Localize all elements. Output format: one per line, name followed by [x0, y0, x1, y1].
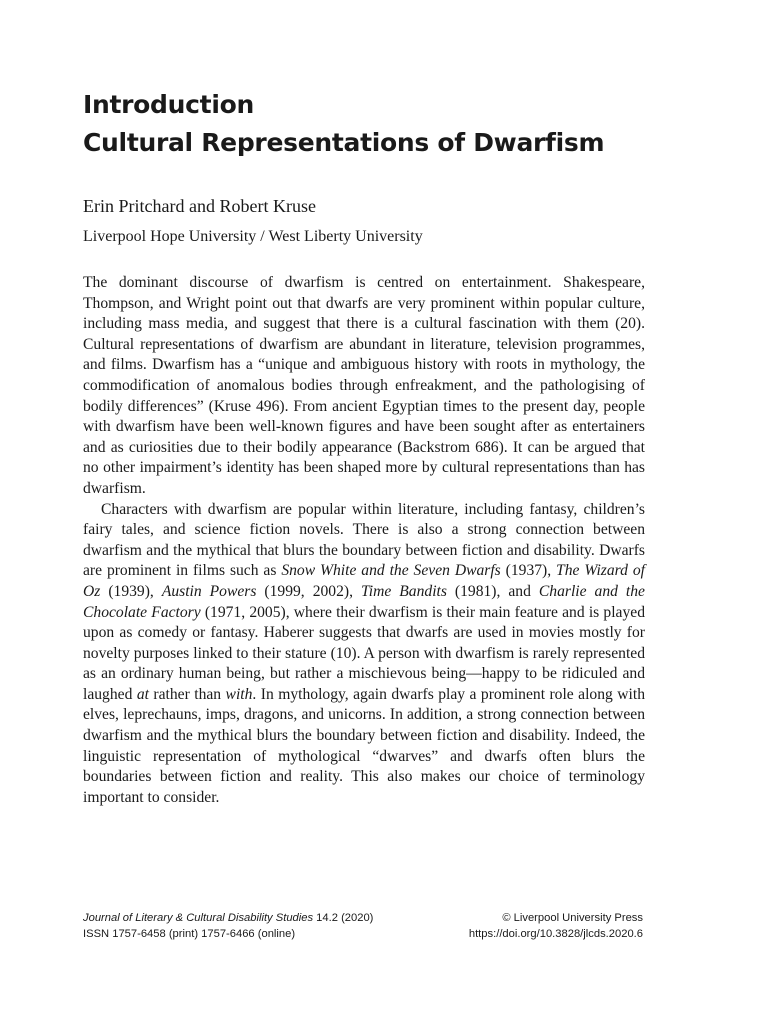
- film-title: Austin Powers: [161, 582, 257, 600]
- title-line-main: Cultural Representations of Dwarfism: [83, 128, 605, 157]
- film-title: Time Bandits: [360, 582, 447, 600]
- film-title: The Wizard of Oz: [83, 562, 645, 600]
- journal-volume: 14.2 (2020): [313, 912, 374, 924]
- page-footer: [83, 910, 643, 942]
- footer-row-1: [83, 910, 643, 926]
- journal-name: Journal of Literary & Cultural Disability Studies: [83, 912, 314, 924]
- emphasis: with: [225, 685, 253, 703]
- article-title: [83, 86, 645, 162]
- text-run: (1939),: [100, 582, 162, 600]
- author-names: Erin Pritchard and Robert Kruse: [83, 196, 316, 216]
- emphasis: at: [136, 685, 149, 703]
- text-run: . In mythology, again dwarfs play a prominent role along with elves, leprechauns, imps, dragons, and unicorns. In addition, a strong connection between dwarfism and the mythical blurs the boundary between fiction and disability. Indeed, the linguistic representation of mythological “dwarves” and dwarfs often blurs the boundaries between fiction and reality. This also makes our choice of terminology important to consider.: [83, 685, 646, 806]
- issn-line: ISSN 1757-6458 (print) 1757-6466 (online): [83, 928, 296, 940]
- film-title: Snow White and the Seven Dwarfs: [281, 562, 501, 580]
- author-affiliation: Liverpool Hope University / West Liberty University: [83, 228, 423, 245]
- text-run: rather than: [148, 685, 226, 703]
- copyright-notice: © Liverpool University Press: [502, 912, 643, 924]
- doi-link[interactable]: https://doi.org/10.3828/jlcds.2020.6: [468, 928, 643, 940]
- article-page: [83, 86, 645, 808]
- article-body: [83, 273, 645, 808]
- text-run: (1999, 2002),: [256, 582, 361, 600]
- journal-citation: [83, 910, 373, 926]
- body-paragraph-2: [83, 500, 645, 809]
- film-title: Charlie and the Chocolate Factory: [83, 582, 645, 621]
- text-run: (1937),: [500, 562, 557, 580]
- title-line-introduction: Introduction: [83, 90, 254, 119]
- text-run: Characters with dwarfism are popular within literature, including fantasy, children’s fairy tales, and science fiction novels. There is also a strong connection between dwarfism and the mythical that blurs the boundary between fiction and disability. Dwarfs are prominent in films such as: [83, 500, 645, 580]
- body-paragraph-1: The dominant discourse of dwarfism is centred on entertainment. Shakespeare, Thompson, and Wright point out that dwarfs are very prominent within popular culture, including mass media, and suggest that there is a cultural fascination with them (20). Cultural representations of dwarfism are abundant in literature, television programmes, and films. Dwarfism has a “unique and ambiguous history with roots in mythology, the commodification of anomalous bodies through enfreakment, and the pathologising of bodily differences” (Kruse 496). From ancient Egyptian times to the present day, people with dwarfism have been well-known figures and have been sought after as entertainers and as curiosities due to their bodily appearance (Backstrom 686). It can be argued that no other impairment’s identity has been shaped more by cultural representations than has dwarfism.: [83, 274, 645, 497]
- text-run: (1971, 2005), where their dwarfism is their main feature and is played upon as comedy or fantasy. Haberer suggests that dwarfs are used in movies mostly for novelty purposes linked to their stature (10). A person with dwarfism is rarely represented as an ordinary human being, but rather a mischievous being—happy to be ridiculed and laughed: [83, 603, 645, 703]
- text-run: (1981), and: [446, 582, 539, 600]
- footer-row-2: [83, 926, 643, 942]
